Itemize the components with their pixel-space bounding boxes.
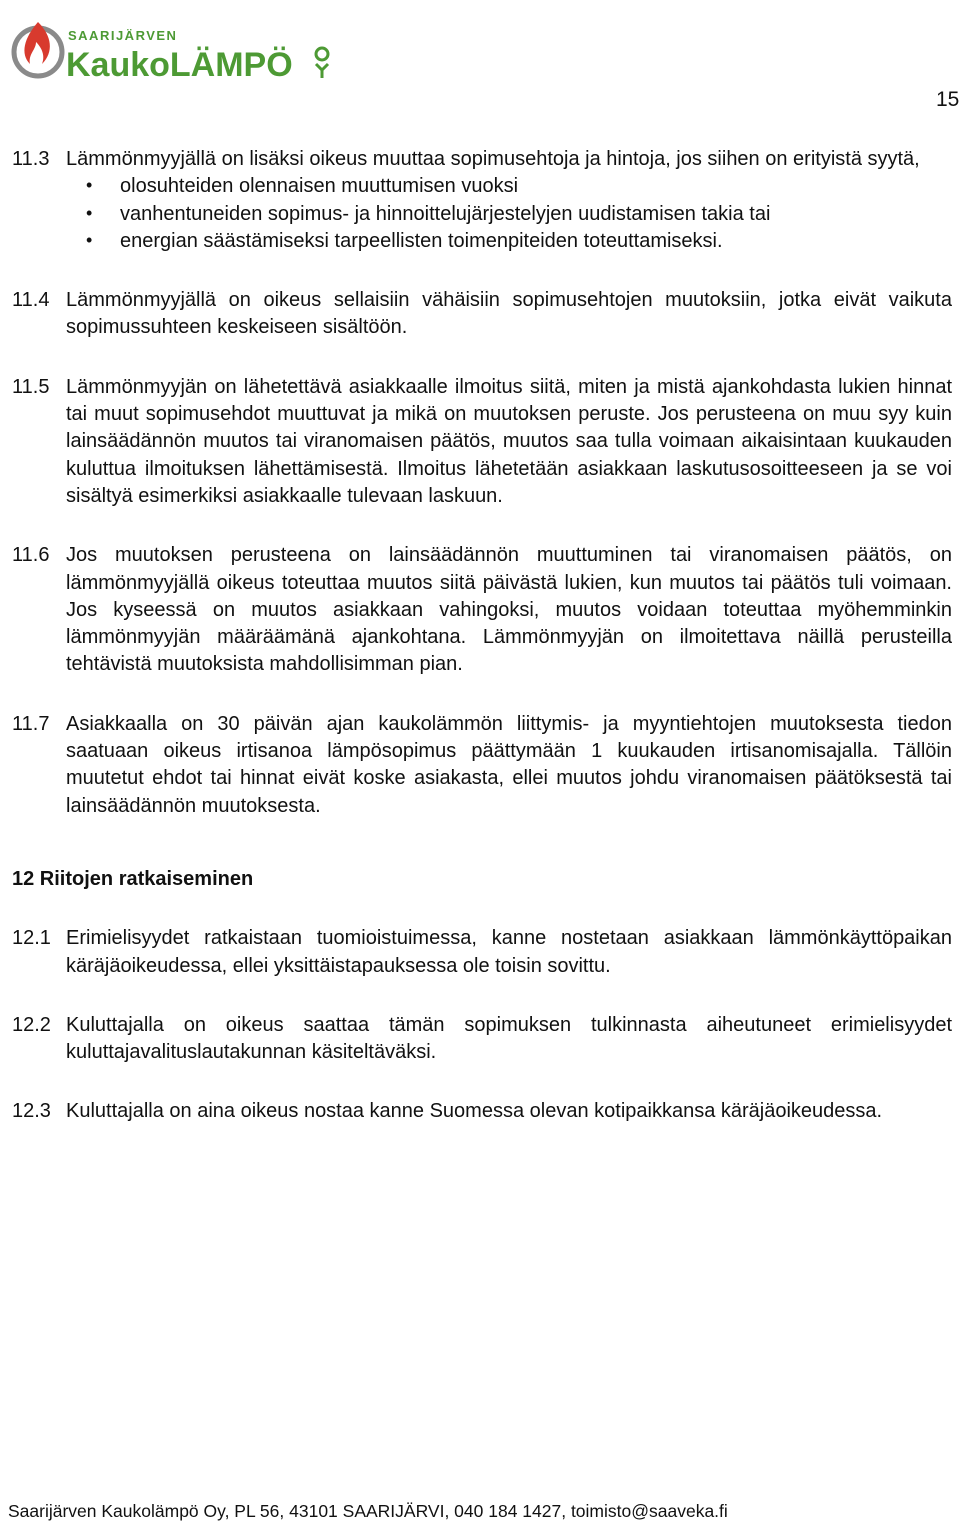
list-item: • energian säästämiseksi tarpeellisten toimenpiteiden toteuttamiseksi. bbox=[66, 228, 952, 255]
section-text: Lämmönmyyjän on lähetettävä asiakkaalle ilmoitus siitä, miten ja mistä ajankohdasta lukien hinnat tai muut sopimusehdot muuttuvat ja mikä on muutoksen peruste. Jos perusteena on muu syy kuin lainsäädännön muutos tai viranomaisen päätös, muutos saa tulla voimaan aikaisintaan kuukauden kuluttua ilmoituksen lähettämisestä. Ilmoitus lähetetään asiakkaan laskutusosoitteeseen ja se voi sisältyä esimerkiksi asiakkaalle tulevaan laskuun. bbox=[66, 375, 952, 507]
section-11-3 bbox=[12, 146, 952, 255]
section-heading: 12 Riitojen ratkaiseminen bbox=[12, 867, 254, 890]
section-text: Lämmönmyyjällä on lisäksi oikeus muuttaa sopimusehtoja ja hintoja, jos siihen on erityistä syytä, bbox=[66, 148, 920, 170]
page-footer: Saarijärven Kaukolämpö Oy, PL 56, 43101 SAARIJÄRVI, 040 184 1427, toimisto@saaveka.fi bbox=[8, 1501, 728, 1521]
page-number: 15 bbox=[936, 88, 960, 111]
section-11-6 bbox=[12, 542, 952, 678]
section-number: 11.7 bbox=[12, 712, 50, 735]
section-11-5 bbox=[12, 374, 952, 510]
list-item: • olosuhteiden olennaisen muuttumisen vuoksi bbox=[66, 173, 952, 200]
section-12-3 bbox=[12, 1098, 952, 1125]
section-number: 11.3 bbox=[12, 148, 50, 170]
section-number: 12.2 bbox=[12, 1013, 51, 1036]
document-body bbox=[12, 146, 952, 1158]
section-12-1 bbox=[12, 925, 952, 980]
logo-suffix-mark bbox=[316, 48, 328, 78]
logo-main-text: KaukoLÄMPÖ bbox=[66, 46, 293, 84]
section-text: Asiakkaalla on 30 päivän ajan kaukolämmön liittymis- ja myyntiehtojen muutoksesta tiedon saatuaan oikeus irtisanoa lämpösopimus päättymään 1 kuukauden irtisanomisajalla. Tällöin muutetut ehdot tai hinnat eivät koske asiakasta, ellei muutos johdu viranomaisen päätöksestä tai lainsäädännön muutoksesta. bbox=[66, 712, 952, 817]
section-number: 12.1 bbox=[12, 927, 51, 950]
section-number: 12.3 bbox=[12, 1100, 51, 1123]
section-number: 11.5 bbox=[12, 375, 50, 398]
logo-top-text: SAARIJÄRVEN bbox=[68, 28, 178, 43]
section-11-7 bbox=[12, 711, 952, 820]
section-text: Kuluttajalla on oikeus saattaa tämän sopimuksen tulkinnasta aiheutuneet erimielisyydet kuluttajavalituslautakunnan käsiteltäväksi. bbox=[66, 1013, 952, 1064]
section-text: Lämmönmyyjällä on oikeus sellaisiin vähäisiin sopimusehtojen muutoksiin, jotka eivät vaikuta sopimussuhteen keskeiseen sisältöön. bbox=[66, 289, 952, 339]
company-logo bbox=[6, 14, 336, 84]
section-11-4 bbox=[12, 287, 952, 342]
section-12-2 bbox=[12, 1012, 952, 1067]
bullet-list bbox=[66, 173, 952, 255]
section-number: 11.6 bbox=[12, 544, 50, 567]
section-text: Jos muutoksen perusteena on lainsäädännön muuttuminen tai viranomaisen päätös, on lämmönmyyjällä oikeus toteuttaa muutos siitä päivästä lukien, kun muutos tai päätös tuli voimaan. Jos kyseessä on muutos asiakkaan vahingoksi, muutos voidaan toteuttaa myöhemminkin lämmönmyyjän määräämänä ajankohtana. Lämmönmyyjän on ilmoitettava näillä perusteilla tehtävistä muutoksista mahdollisimman pian. bbox=[66, 544, 952, 676]
section-number: 11.4 bbox=[12, 289, 50, 312]
section-text: Kuluttajalla on aina oikeus nostaa kanne Suomessa olevan kotipaikkansa käräjäoikeudessa. bbox=[66, 1100, 883, 1123]
flame-icon bbox=[14, 22, 62, 76]
section-text: Erimielisyydet ratkaistaan tuomioistuimessa, kanne nostetaan asiakkaan lämmönkäyttöpaikan käräjäoikeudessa, ellei yksittäistapauksessa ole toisin sovittu. bbox=[66, 927, 952, 977]
list-item: • vanhentuneiden sopimus- ja hinnoittelujärjestelyjen uudistamisen takia tai bbox=[66, 201, 952, 228]
